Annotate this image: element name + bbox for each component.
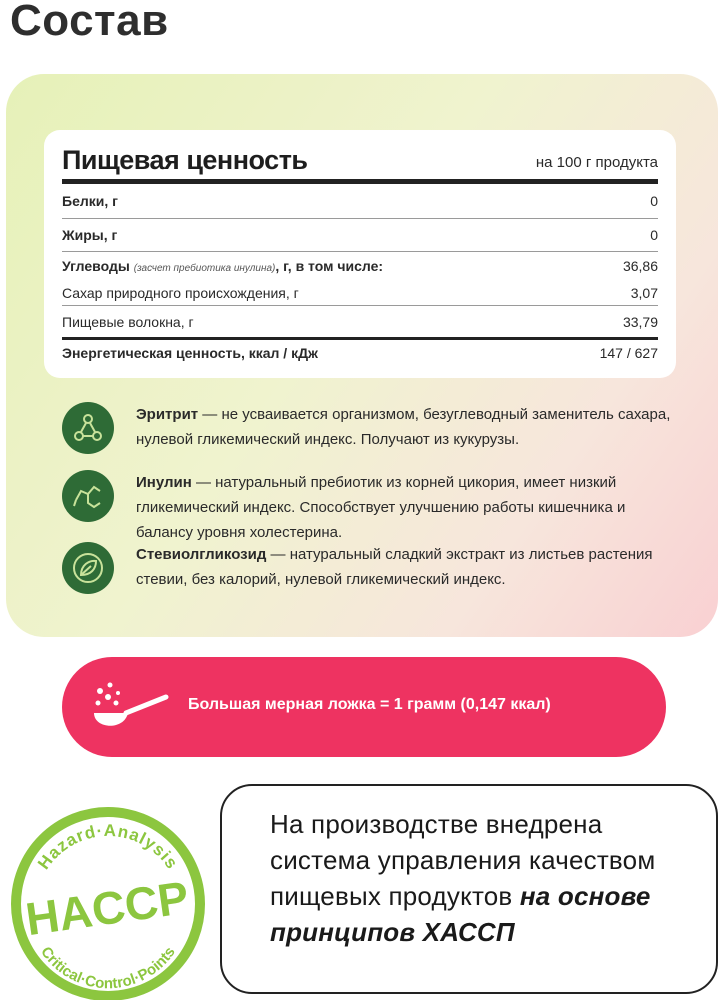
nutrition-header	[62, 144, 658, 184]
haccp-logo	[6, 798, 210, 1000]
nutrition-row-fat: Жиры, г 0	[62, 219, 658, 252]
svg-text:Critical·Control·Points: Critical·Control·Points	[37, 943, 179, 993]
nutrition-row-carbs: Углеводы (засчет пребиотика инулина), г, в том числе: 36,86	[62, 258, 658, 274]
leaf-icon	[62, 542, 114, 594]
nutrition-row-fiber: Пищевые волокна, г 33,79	[62, 306, 658, 340]
nutrition-title: Пищевая ценность	[62, 145, 308, 175]
svg-text:HACCP: HACCP	[22, 870, 192, 946]
molecule-icon	[62, 402, 114, 454]
svg-text:Hazard·Analysis: Hazard·Analysis	[34, 820, 182, 873]
hexagon-molecule-icon	[62, 470, 114, 522]
ingredient-steviol: Стевиолгликозид — натуральный сладкий экстракт из листьев растения стевии, без калорий, нулевой гликемический индекс.	[62, 542, 682, 594]
nutrition-row-energy: Энергетическая ценность, ккал / кДж 147 / 627	[62, 344, 658, 361]
nutrition-per: на 100 г продукта	[535, 154, 658, 171]
nutrition-row-protein: Белки, г 0	[62, 184, 658, 219]
haccp-info-box: На производстве внедрена система управления качеством пищевых продуктов на основе принципов ХАССП	[220, 784, 718, 994]
spoon-info-banner	[62, 657, 666, 757]
nutrition-row-sugar: Сахар природного происхождения, г 3,07	[62, 280, 658, 306]
spoon-icon	[86, 675, 172, 739]
page-title: Состав	[10, 0, 169, 45]
ingredient-erythritol: Эритрит — не усваивается организмом, безуглеводный заменитель сахара, нулевой гликемический индекс. Получают из кукурузы.	[62, 402, 682, 454]
ingredient-inulin: Инулин — натуральный пребиотик из корней цикория, имеет низкий гликемический индекс. Способствует улучшению работы кишечника и балансу уровня холестерина.	[62, 470, 682, 545]
nutrition-table	[44, 130, 676, 378]
spoon-text: Большая мерная ложка = 1 грамм (0,147 ккал)	[188, 696, 551, 713]
